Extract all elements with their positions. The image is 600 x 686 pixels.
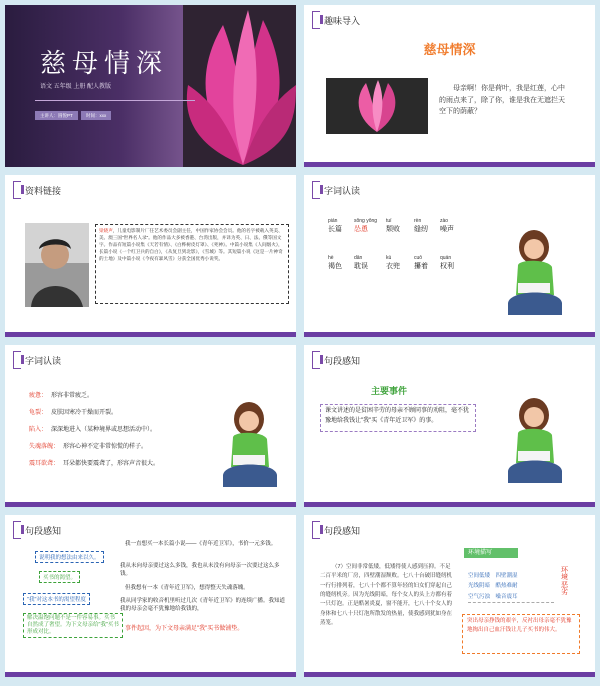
main-event-heading: 主要事件 — [370, 386, 407, 396]
reading-girl-image — [500, 393, 570, 493]
bookmark-icon — [312, 521, 320, 539]
vocab-word: 缝纫 — [414, 226, 428, 233]
lesson-subtitle: 语文 五年级 上册 配人教版 — [40, 84, 112, 90]
lesson-title: 慈母情深 — [40, 49, 169, 79]
vocab-item: hè 褐色 — [328, 255, 342, 270]
title-divider — [35, 100, 195, 101]
footer-bar — [304, 332, 595, 337]
environment-label: 环境描写 — [464, 548, 518, 558]
slide-title[interactable] — [5, 5, 296, 167]
slide-header: 句段感知 — [324, 356, 361, 366]
lotus-photo — [326, 78, 428, 134]
vocab-word: 噪声 — [440, 226, 454, 233]
footer-bar — [5, 502, 296, 507]
vocab-item: zào 噪声 — [440, 218, 454, 233]
slide-intro[interactable] — [304, 5, 595, 167]
vocab-word: 怂恿 — [354, 226, 368, 233]
passage-paragraph: （7）空间非常低矮，低矮得使人感到压抑。不足二百平米的厂房，四壁潮湿颓败。七八十台破旧缝纫机一行行排列着，七八十个都不算年轻的妇女们穿起自己的缝纫机旁。因为光线阴暗，每个女人的头上方都有着一只灯泡。正是酷暑炎夏，窗不能开，七八十个女人的身体和七八十只灯泡所散发的热量，使我感到犹如身在蒸笼。 — [320, 564, 453, 627]
footer-bar — [304, 162, 595, 167]
passage-note: 事件起因，为下文母亲满足"我"买书做铺垫。 — [125, 626, 244, 632]
definition-item: 疲惫： 形容非常疲乏。 — [29, 393, 94, 399]
vocab-item: quán 权利 — [440, 255, 454, 270]
slide-header: 句段感知 — [324, 526, 361, 536]
time-tag: 时间：xxx — [81, 111, 111, 120]
slide-header: 资料链接 — [25, 186, 62, 196]
conclusion-box: 突出母亲挣钱的艰辛，反衬出母亲毫不犹豫地掏出自己血汗钱让儿子买书的伟大。 — [462, 614, 580, 654]
reading-girl-image — [215, 397, 285, 497]
slide-header: 句段感知 — [25, 526, 62, 536]
footer-bar — [304, 672, 595, 677]
definition-item: 龟裂： 皮肤因寒冷干燥而开裂。 — [29, 410, 118, 416]
slide-background-info[interactable] — [5, 175, 296, 337]
vocab-item: dān 耽误 — [354, 255, 368, 270]
vocab-word: 衣兜 — [386, 263, 400, 270]
vocab-item: pián 长篇 — [328, 218, 342, 233]
definition-item: 失魂落魄： 形容心神不定非常惊慌的样子。 — [29, 444, 148, 450]
intro-heading: 慈母情深 — [423, 42, 476, 57]
slide-passage-analysis[interactable] — [5, 515, 296, 677]
vocab-word: 颓败 — [386, 226, 400, 233]
footer-bar — [5, 672, 296, 677]
slide-environment[interactable] — [304, 515, 595, 677]
annotation-note: 买书的渴望。 — [39, 571, 80, 583]
footer-bar — [5, 332, 296, 337]
bookmark-icon — [312, 181, 320, 199]
main-event-box: 课文讲述的是贫困辛劳的母亲不顾同事的劝阻，毫不犹豫地给我钱让"我"买《青年近卫军》的事。 — [320, 404, 476, 432]
lotus-image — [183, 5, 296, 167]
author-photo — [25, 223, 89, 307]
bookmark-icon — [13, 181, 21, 199]
author-bio: ，儿童电影制片厂任艺术委员会副主任，中国作家协会会员。他的名字被载入英美、美、澳三国"世界名人录"。他的作品大多被香港、台湾出版，并译为英、日、法、俄等国文字。作品有短篇小说集《天若有情》、《白桦树皮灯罩》、《死神》。中篇小说集《人间烟火》，长篇小说《一个红卫兵的自白》，《从复旦到北影》，《雪城》等。其短篇小说《这是一片神奇的土地》及中篇小说《今夜有暴风雪》分获全国优秀小说奖。 — [99, 228, 283, 262]
vocab-item: cuō 攥着 — [414, 255, 428, 270]
author-name: 梁晓声 — [99, 228, 113, 233]
annotation-note: 解决温饱问题不是一件容易事。买书自然成了奢望。为下文母亲给"我"买书形成对比。 — [23, 613, 123, 638]
slide-vocab-2[interactable] — [5, 345, 296, 507]
slide-header: 趣味导入 — [324, 16, 361, 26]
passage-para: 我一直想买一本长篇小说——《青年近卫军》，书价一元多钱。 — [125, 541, 277, 547]
slide-vocab-1[interactable] — [304, 175, 595, 337]
slide-header: 字词认读 — [25, 356, 62, 366]
vocab-item: rèn 缝纫 — [414, 218, 428, 233]
passage-para: 但我想有一本《青年近卫军》，想得整天失魂落魄。 — [125, 585, 249, 591]
footer-bar — [304, 502, 595, 507]
environment-summary: 环境恶劣 — [561, 567, 568, 597]
vocab-word: 褐色 — [328, 263, 342, 270]
slide-header: 字词认读 — [324, 186, 361, 196]
reading-girl-image — [500, 225, 570, 325]
annotation-note: "我"对这本书的渴望程度 — [23, 593, 90, 605]
vocab-word: 权利 — [440, 263, 454, 270]
bookmark-icon — [312, 351, 320, 369]
author-bio-box — [95, 224, 289, 304]
passage-para: 我从同学家的收音机里听过几次《青年近卫军》的连续广播。我知道我的母亲会毫不犹豫地给我钱的， — [120, 598, 286, 613]
slide-main-event[interactable] — [304, 345, 595, 507]
vocab-item: sǒng yǒng 怂恿 — [354, 218, 378, 233]
vocab-word: 长篇 — [328, 226, 342, 233]
definition-item: 陷入： 深深地进入（某种境界或思想活动中）。 — [29, 427, 157, 433]
vocab-word: 攥着 — [414, 263, 428, 270]
bookmark-icon — [13, 521, 21, 539]
vocab-item: tuí 颓败 — [386, 218, 400, 233]
bookmark-icon — [13, 351, 21, 369]
bookmark-icon — [312, 11, 320, 29]
definition-item: 震耳欲聋： 耳朵都快要震聋了，形容声音很大。 — [29, 461, 160, 467]
environment-words: 空间低矮 四壁潮湿 光线阴暗 酷热难耐 空气污浊 噪音震耳 — [468, 571, 554, 603]
presenter-tag: 主讲人：圆悦PT — [35, 111, 78, 120]
vocab-word: 耽误 — [354, 263, 368, 270]
passage-para: 我从未向母亲要过这么多钱，我也从未没有向母亲一次要过这么多钱。 — [120, 563, 280, 578]
annotation-note: 说明我的想法由来以久。 — [35, 551, 104, 563]
intro-paragraph: 母亲啊！你是荷叶，我是红莲，心中的雨点来了，除了你，谁是我在无遮拦天空下的荫蔽？ — [439, 85, 565, 116]
vocab-item: kù 衣兜 — [386, 255, 400, 270]
